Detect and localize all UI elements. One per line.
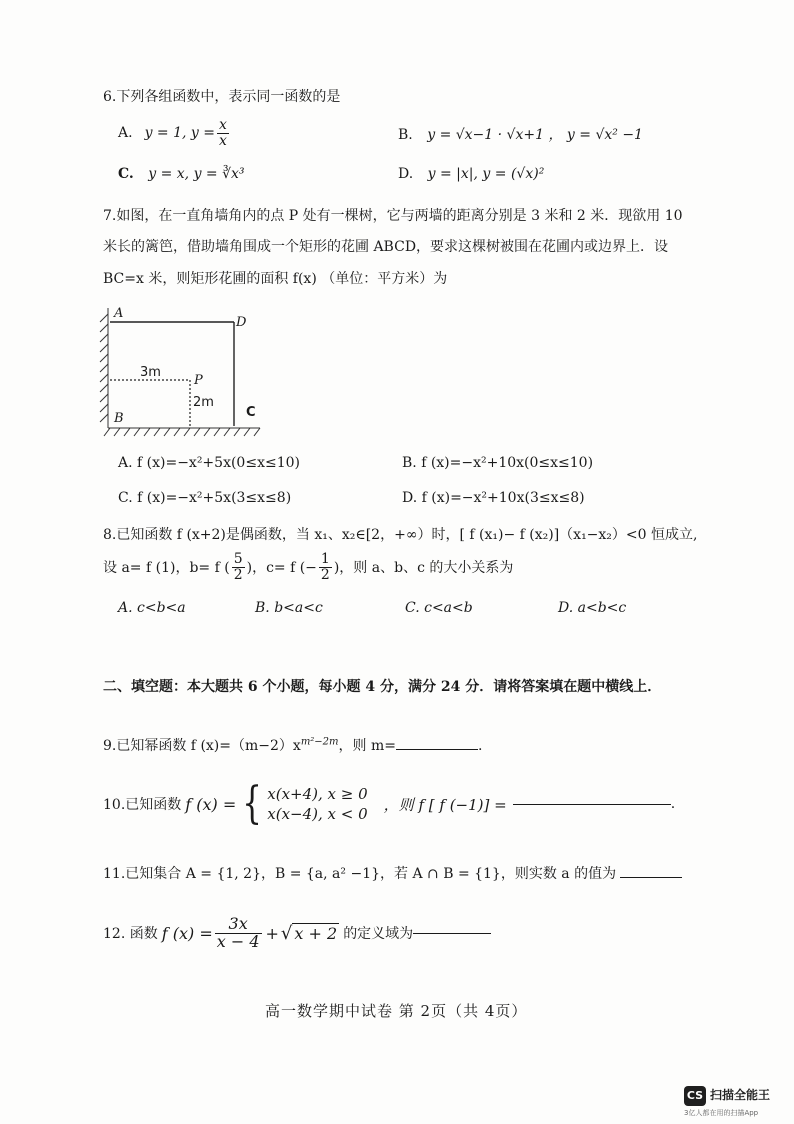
q9-text: 9.已知幂函数 f (x)=（m−2）x	[103, 738, 301, 754]
q9-exponent: m²−2m	[300, 736, 339, 748]
q7-line-3: BC=x 米，则矩形花圃的面积 f(x) （单位：平方米）为	[103, 271, 448, 287]
q10	[103, 778, 676, 829]
fraction-denominator: x − 4	[216, 931, 260, 951]
q8-option-b: B. b<a<c	[255, 600, 323, 616]
rectangle-abcd	[110, 322, 234, 426]
q8-fraction-one-half	[319, 552, 332, 582]
brace-symbol: {	[242, 778, 263, 829]
q7-line-1: 7.如图，在一直角墙角内的点 P 处有一棵树，它与两墙的距离分别是 3 米和 2 米．现欲用 10	[103, 208, 683, 224]
wall-hatching-bottom	[104, 428, 260, 436]
q8-line-2-mid: )，c= f (−	[246, 560, 317, 577]
q6-option-c-text: y = x, y = ∛x³	[148, 166, 245, 182]
scanner-app-name: 扫描全能王	[710, 1088, 771, 1102]
piecewise-case-2: x(x−4), x < 0	[267, 805, 368, 823]
q12-radicand: x + 2	[294, 924, 338, 944]
q8-line-2	[103, 552, 513, 582]
q9	[103, 735, 482, 755]
q12-function-name: f (x) =	[161, 923, 213, 943]
fraction-numerator: 5	[233, 551, 243, 567]
q8-fraction-five-halves	[232, 552, 245, 582]
q10-pre: 10.已知函数	[103, 797, 182, 813]
q7-option-d: D. f (x)=−x²+10x(3≤x≤8)	[402, 490, 585, 506]
q7-option-c: C. f (x)=−x²+5x(3≤x≤8)	[118, 490, 292, 506]
q10-piecewise	[238, 778, 368, 829]
wall-hatching-left	[100, 308, 108, 428]
q12	[103, 916, 491, 951]
q10-end: .	[670, 796, 676, 812]
q10-post: ，则 f [ f (−1)] =	[383, 795, 507, 814]
q6-stem: 6.下列各组函数中，表示同一函数的是	[103, 89, 341, 105]
scanner-tagline: 3亿人都在用的扫描App	[684, 1109, 759, 1117]
q10-function-name: f (x) =	[185, 794, 237, 814]
q12-post: 的定义域为	[343, 926, 414, 943]
fraction-denominator: x	[219, 132, 227, 149]
fraction-denominator: 2	[233, 566, 243, 583]
piecewise-case-1: x(x+4), x ≥ 0	[267, 784, 368, 803]
radical-sign: √	[280, 922, 293, 944]
q6-option-d-text: y = |x|, y = (√x)²	[427, 166, 545, 182]
fraction-numerator: 1	[320, 551, 330, 567]
figure-label-b: B	[114, 411, 124, 426]
q9-end: .	[478, 738, 483, 754]
q6-option-b-text: y = √x−1 · √x+1 ， y = √x² −1	[427, 127, 643, 143]
q6-option-d	[398, 166, 544, 182]
q11-text: 11.已知集合 A = {1, 2}，B = {a, a² −1}，若 A ∩ B = {1}，则实数 a 的值为	[103, 866, 617, 882]
q6-option-a	[118, 118, 231, 148]
q6-option-c	[118, 166, 245, 182]
q9-post: ，则 m=	[338, 738, 396, 754]
figure-label-3m: 3m	[140, 365, 161, 380]
q12-fraction	[215, 916, 262, 951]
q7-line-2: 米长的篱笆，借助墙角围成一个矩形的花圃 ABCD，要求这棵树被围在花圃内或边界上．设	[103, 239, 669, 255]
q8-option-a: A. c<b<a	[118, 600, 186, 616]
figure-label-2m: 2m	[193, 395, 214, 410]
figure-label-p: P	[194, 373, 203, 388]
figure-label-d: D	[236, 315, 247, 330]
q12-plus: +	[265, 923, 279, 943]
q6-option-a-fraction	[217, 118, 229, 148]
q7-option-a: A. f (x)=−x²+5x(0≤x≤10)	[118, 455, 300, 471]
figure-label-c: C	[246, 405, 256, 420]
q12-pre: 12. 函数	[103, 926, 158, 943]
figure-label-a: A	[114, 306, 124, 321]
q8-option-d: D. a<b<c	[558, 600, 627, 616]
q6-option-a-text: y = 1, y =	[144, 125, 215, 142]
fraction-numerator: 3x	[215, 916, 262, 934]
fraction-denominator: 2	[320, 566, 330, 583]
q12-answer-blank[interactable]	[413, 933, 491, 934]
q8-option-c: C. c<a<b	[405, 600, 473, 616]
q9-answer-blank[interactable]	[396, 749, 478, 750]
q10-answer-blank[interactable]	[513, 804, 671, 805]
q11-answer-blank[interactable]	[620, 877, 682, 878]
q7-figure	[96, 300, 266, 440]
q8-line-2-pre: 设 a= f (1)，b= f (	[103, 560, 230, 577]
page-footer: 高一数学期中试卷 第 2页（共 4页）	[265, 1002, 528, 1020]
q8-line-2-post: )，则 a、b、c 的大小关系为	[333, 560, 514, 577]
q6-option-b-label: B.	[398, 127, 413, 143]
fraction-numerator: x	[219, 117, 227, 133]
q6-option-a-label: A.	[118, 125, 133, 142]
q6-option-d-label: D.	[398, 166, 414, 182]
q6-option-c-label: C.	[118, 166, 134, 182]
q7-option-b: B. f (x)=−x²+10x(0≤x≤10)	[402, 455, 594, 471]
q6-option-b	[398, 124, 643, 144]
camscanner-logo: CS	[684, 1086, 706, 1106]
piecewise-cases	[267, 784, 367, 825]
q11	[103, 863, 682, 883]
section-2-heading: 二、填空题：本大题共 6 个小题，每小题 4 分，满分 24 分．请将答案填在题中横线上．	[103, 679, 662, 695]
q8-line-1: 8.已知函数 f (x+2)是偶函数，当 x₁、x₂∈[2，+∞）时，[ f (x₁)− f (x₂)]（x₁−x₂）<0 恒成立,	[103, 527, 698, 543]
